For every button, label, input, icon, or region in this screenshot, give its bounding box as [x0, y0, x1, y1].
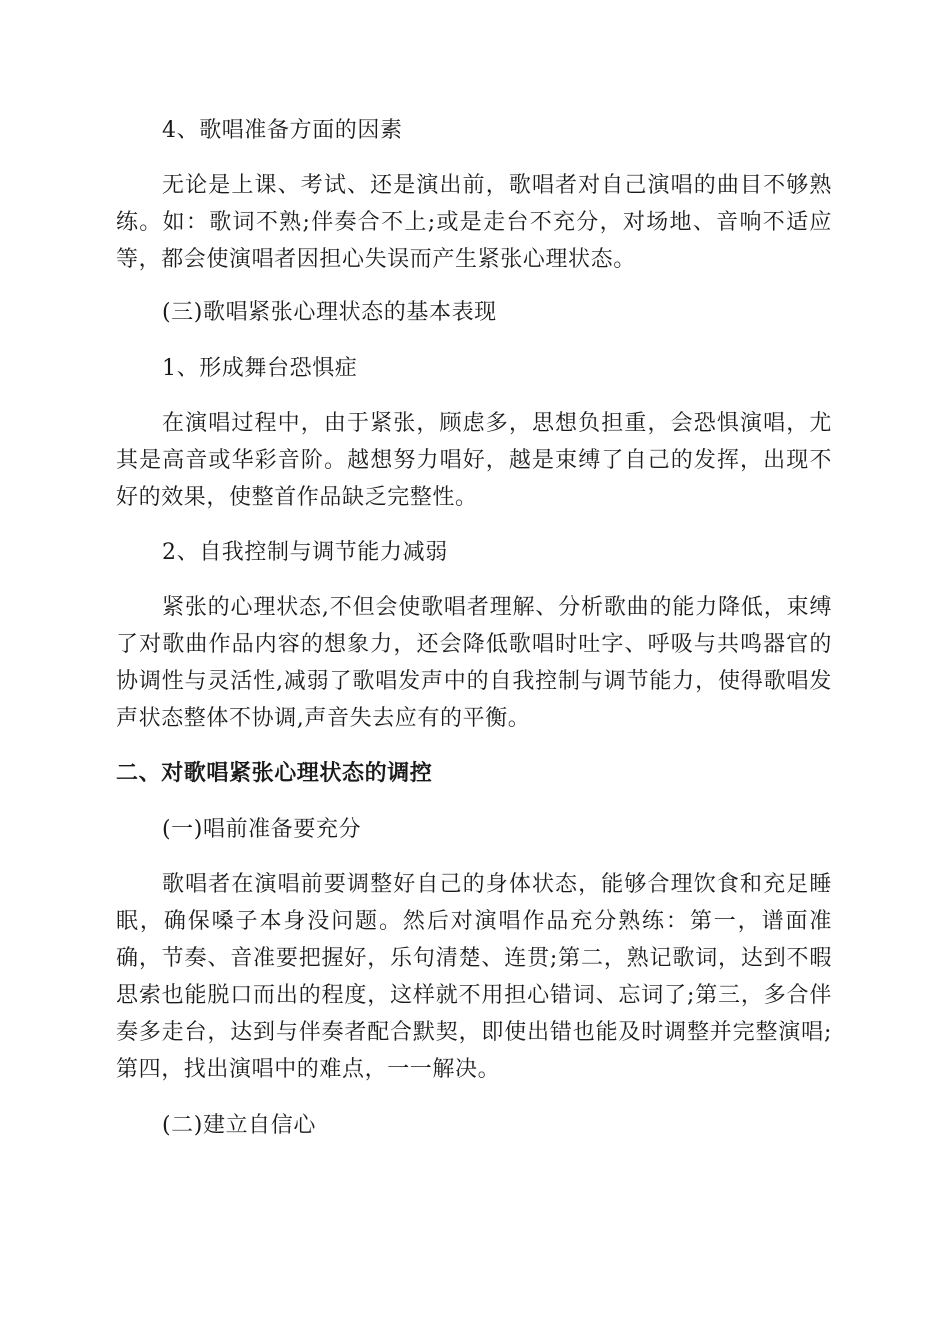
section-heading-confidence: (二)建立自信心 [162, 1113, 316, 1138]
subheading-stage-fright: 1、形成舞台恐惧症 [162, 356, 358, 381]
paragraph-stage-fright: 在演唱过程中，由于紧张，顾虑多，思想负担重，会恐惧演唱，尤其是高音或华彩音阶。越想努力唱好，越是束缚了自己的发挥，出现不好的效果，使整首作品缺乏完整性。 [116, 411, 832, 510]
paragraph-preparation-factors: 无论是上课、考试、还是演出前，歌唱者对自己演唱的曲目不够熟练。如：歌词不熟;伴奏合不上;或是走台不充分，对场地、音响不适应等，都会使演唱者因担心失误而产生紧张心理状态。 [116, 173, 832, 272]
paragraph-preparation-steps: 歌唱者在演唱前要调整好自己的身体状态，能够合理饮食和充足睡眠，确保嗓子本身没问题。然后对演唱作品充分熟练：第一，谱面准确，节奏、音准要把握好，乐句清楚、连贯;第二，熟记歌词，达到不暇思索也能脱口而出的程度，这样就不用担心错词、忘词了;第三，多合伴奏多走台，达到与伴奏者配合默契，即使出错也能及时调整并完整演唱;第四，找出演唱中的难点，一一解决。 [116, 872, 832, 1082]
chapter-heading-regulation: 二、对歌唱紧张心理状态的调控 [116, 761, 433, 786]
section-heading-basic-manifestations: (三)歌唱紧张心理状态的基本表现 [162, 300, 497, 325]
subheading-self-control: 2、自我控制与调节能力减弱 [162, 540, 448, 565]
subheading-singing-preparation: 4、歌唱准备方面的因素 [162, 118, 403, 143]
paragraph-self-control: 紧张的心理状态,不但会使歌唱者理解、分析歌曲的能力降低，束缚了对歌曲作品内容的想象力，还会降低歌唱时吐字、呼吸与共鸣器官的协调性与灵活性,减弱了歌唱发声中的自我控制与调节能力，使得歌唱发声状态整体不协调,声音失去应有的平衡。 [116, 595, 832, 731]
section-heading-preparation: (一)唱前准备要充分 [162, 817, 362, 842]
